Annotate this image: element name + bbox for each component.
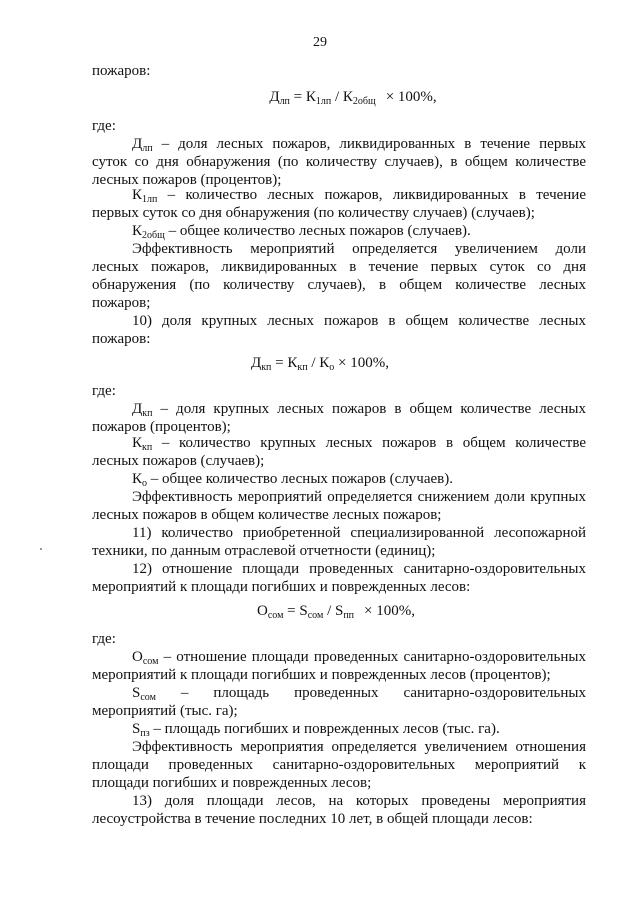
formula-dkp: $Д_{кп} = К_{кп} / К_о \times 100\%$, xyxy=(250,355,390,373)
definition-line: $К_{2общ}$ – общее количество лесных пожаров (случаев). xyxy=(132,223,471,241)
definition-line: $О_{сом}$ – отношение площади проведенных санитарно-оздоровительных xyxy=(132,649,586,667)
text-line: пожаров (процентов); xyxy=(92,419,231,435)
list-item-11: 11) количество приобретенной специализированной лесопожарной xyxy=(132,525,586,541)
text-line: пожаров: xyxy=(92,63,151,79)
definition-line: $S_{пз}$ – площадь погибших и поврежденных лесов (тыс. га). xyxy=(132,721,500,739)
text-line: мероприятий к площади погибших и поврежденных лесов: xyxy=(92,579,471,595)
formula-dlp: $Д_{лп} = К_{1лп} / К_{2общ} \times 100\%$, xyxy=(269,89,437,107)
text-line: первых суток со дня обнаружения (по количеству случаев) (случаев); xyxy=(92,205,535,221)
text-line: лесных пожаров (процентов); xyxy=(92,172,282,188)
formula-osom: $О_{сом} = S_{сом} / S_{пп} \times 100\%$, xyxy=(257,603,415,621)
text-line: площади проведенных санитарно-оздоровительных мероприятий к xyxy=(92,757,586,773)
text-line: мероприятий (тыс. га); xyxy=(92,703,238,719)
text-line: пожаров; xyxy=(92,295,151,311)
page-number: 29 xyxy=(313,35,327,50)
definition-line: $Д_{кп}$ – доля крупных лесных пожаров в общем количестве лесных xyxy=(132,401,586,419)
text-line: суток со дня обнаружения (по количеству случаев), в общем количестве xyxy=(92,154,586,170)
list-item-10: 10) доля крупных лесных пожаров в общем количестве лесных xyxy=(132,313,586,329)
text-line: обнаружения (по количеству случаев), в общем количестве лесных xyxy=(92,277,586,293)
list-item-13: 13) доля площади лесов, на которых проведены мероприятия xyxy=(132,793,586,809)
text-line: где: xyxy=(92,631,116,647)
scan-speck xyxy=(40,548,42,550)
text-line: Эффективность мероприятий определяется увеличением доли xyxy=(132,241,586,257)
text-line: площади погибших и поврежденных лесов; xyxy=(92,775,372,791)
text-line: лесных пожаров в общем количестве лесных пожаров; xyxy=(92,507,442,523)
text-line: лесных пожаров, ликвидированных в течение первых суток со дня xyxy=(92,259,586,275)
definition-line: $Д_{лп}$ – доля лесных пожаров, ликвидированных в течение первых xyxy=(132,136,586,154)
text-line: лесных пожаров (случаев); xyxy=(92,453,265,469)
definition-line: $К_{кп}$ – количество крупных лесных пожаров в общем количестве xyxy=(132,435,586,453)
definition-line: $S_{сом}$ – площадь проведенных санитарно-оздоровительных xyxy=(132,685,586,703)
text-line: Эффективность мероприятия определяется увеличением отношения xyxy=(132,739,586,755)
list-item-12: 12) отношение площади проведенных санитарно-оздоровительных xyxy=(132,561,586,577)
text-line: где: xyxy=(92,383,116,399)
text-line: мероприятий к площади погибших и поврежденных лесов (процентов); xyxy=(92,667,551,683)
definition-line: $К_о$ – общее количество лесных пожаров (случаев). xyxy=(132,471,453,489)
text-line: Эффективность мероприятий определяется снижением доли крупных xyxy=(132,489,586,505)
definition-line: $К_{1лп}$ – количество лесных пожаров, ликвидированных в течение xyxy=(132,187,586,205)
text-line: лесоустройства в течение последних 10 лет, в общей площади лесов: xyxy=(92,811,533,827)
text-line: техники, по данным отраслевой отчетности (единиц); xyxy=(92,543,436,559)
text-line: где: xyxy=(92,118,116,134)
text-line: пожаров: xyxy=(92,331,151,347)
